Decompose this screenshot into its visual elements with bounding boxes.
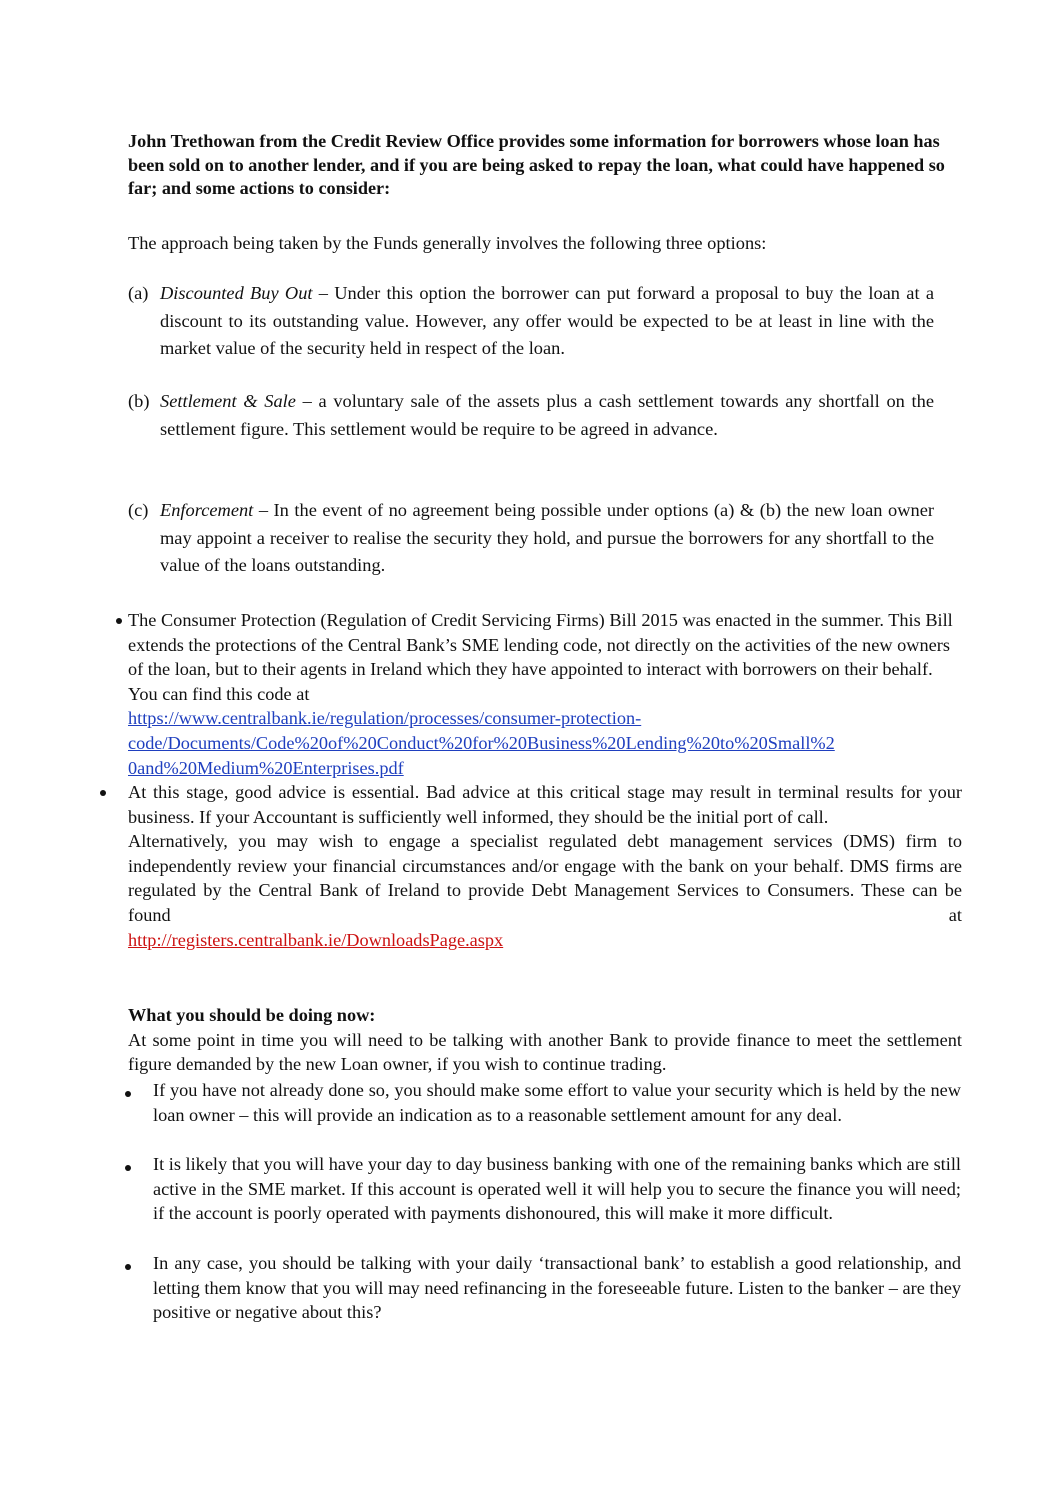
- bullet-dot: [125, 1264, 131, 1270]
- advice-bullet: [128, 780, 962, 952]
- option-text: – a voluntary sale of the assets plus a cash settlement towards any shortfall on the settlement figure. This settlement would be require to be agreed in advance.: [160, 391, 934, 439]
- option-term: Discounted Buy Out: [160, 283, 313, 303]
- option-text: – Under this option the borrower can put forward a proposal to buy the loan at a discount to its outstanding value. However, any offer would be expected to be at least in line with the market value of the security held in respect of the loan.: [160, 283, 934, 359]
- now-bullet-2: It is likely that you will have your day to day business banking with one of the remaining banks which are still active in the SME market. If this account is operated well it will help you to secure the finance you will need; if the account is poorly operated with payments dishonoured, this will make it more difficult.: [153, 1154, 961, 1224]
- option-marker: (b): [128, 391, 150, 411]
- now-section: [128, 1003, 962, 1077]
- approach-paragraph: The approach being taken by the Funds generally involves the following three options:: [128, 233, 767, 253]
- now-heading: What you should be doing now:: [128, 1005, 376, 1025]
- bullet-dot: [100, 790, 106, 796]
- option-marker: (a): [128, 283, 149, 303]
- intro-paragraph: John Trethowan from the Credit Review Office provides some information for borrowers whose loan has been sold on to another lender, and if you are being asked to repay the loan, what could have happened so far; and some actions to consider:: [128, 131, 945, 198]
- sme-code-link-line-1[interactable]: https://www.centralbank.ie/regulation/processes/consumer-protection-: [128, 708, 642, 729]
- dms-register-link[interactable]: http://registers.centralbank.ie/DownloadsPage.aspx: [128, 929, 504, 950]
- advice-text-1: At this stage, good advice is essential. Bad advice at this critical stage may result in terminal results for your business. If your Accountant is sufficiently well informed, they should be the initial port of call.: [128, 782, 962, 827]
- advice-text-2: Alternatively, you may wish to engage a specialist regulated debt management services (DMS) firm to independently review your financial circumstances and/or engage with the bank on your behalf. DMS firms are regulated by the Central Bank of Ireland to provide Debt Management Services to Consumers. These can be found at: [128, 831, 962, 925]
- option-b: [128, 388, 934, 443]
- option-term: Settlement & Sale: [160, 391, 296, 411]
- bill-bullet: [128, 608, 966, 780]
- option-c: [128, 497, 934, 580]
- sme-code-link-line-3[interactable]: 0and%20Medium%20Enterprises.pdf: [128, 757, 404, 778]
- now-bullet-3: In any case, you should be talking with your daily ‘transactional bank’ to establish a good relationship, and letting them know that you will may need refinancing in the foreseeable future. Listen to the banker – are they positive or negative about this?: [153, 1253, 961, 1323]
- now-bullet-1: If you have not already done so, you should make some effort to value your security which is held by the new loan owner – this will provide an indication as to a reasonable settlement amount for any deal.: [153, 1080, 961, 1125]
- option-a: [128, 280, 934, 363]
- bill-text: The Consumer Protection (Regulation of Credit Servicing Firms) Bill 2015 was enacted in the summer. This Bill extends the protections of the Central Bank’s SME lending code, not directly on the activities of the new owners of the loan, but to their agents in Ireland which they have appointed to interact with borrowers on their behalf. You can find this code at: [128, 610, 953, 704]
- option-term: Enforcement: [160, 500, 254, 520]
- bullet-dot: [116, 618, 122, 624]
- option-marker: (c): [128, 500, 149, 520]
- sme-code-link-line-2[interactable]: code/Documents/Code%20of%20Conduct%20for%20Business%20Lending%20to%20Small%2: [128, 732, 835, 753]
- now-text: At some point in time you will need to be talking with another Bank to provide finance to meet the settlement figure demanded by the new Loan owner, if you wish to continue trading.: [128, 1029, 962, 1075]
- option-text: – In the event of no agreement being possible under options (a) & (b) the new loan owner may appoint a receiver to realise the security they hold, and pursue the borrowers for any shortfall to the value of the loans outstanding.: [160, 500, 934, 576]
- bullet-dot: [125, 1165, 131, 1171]
- bullet-dot: [125, 1091, 131, 1097]
